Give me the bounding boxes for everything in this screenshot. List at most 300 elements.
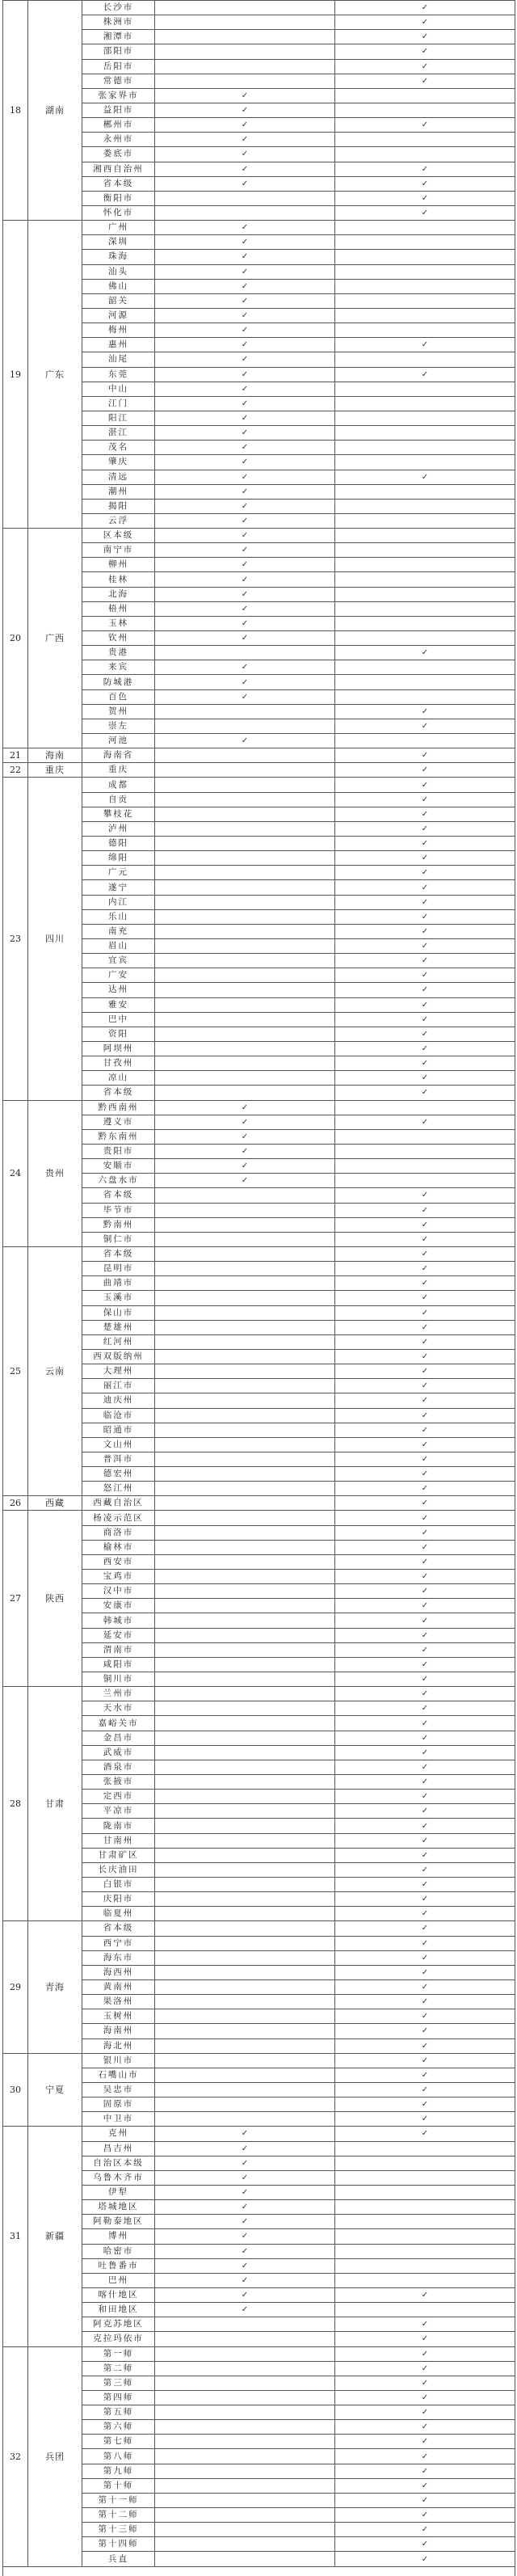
checkmark-icon: ✓ <box>421 1557 429 1566</box>
checkmark-icon: ✓ <box>421 2291 429 2300</box>
column-b-cell <box>335 2464 515 2478</box>
city-name: 云浮 <box>82 513 155 528</box>
city-name: 德宏州 <box>82 1467 155 1482</box>
column-b-cell <box>335 1979 515 1994</box>
city-name: 西宁市 <box>82 1936 155 1950</box>
city-name: 第四师 <box>82 2390 155 2405</box>
column-a-cell <box>155 807 335 821</box>
checkmark-icon: ✓ <box>421 1044 429 1054</box>
checkmark-icon: ✓ <box>421 839 429 849</box>
city-name: 韶关 <box>82 293 155 308</box>
city-name: 珠海 <box>82 250 155 264</box>
column-a-cell <box>155 1246 335 1261</box>
city-name: 红河州 <box>82 1334 155 1349</box>
column-a-cell <box>155 2258 335 2273</box>
column-b-cell <box>335 851 515 866</box>
column-b-cell <box>335 1246 515 1261</box>
column-b-cell <box>335 264 515 279</box>
column-b-cell <box>335 235 515 250</box>
column-b-cell <box>335 2332 515 2346</box>
column-b-cell <box>335 44 515 59</box>
column-b-cell <box>335 103 515 117</box>
column-b-cell <box>335 1511 515 1525</box>
checkmark-icon: ✓ <box>421 1293 429 1303</box>
checkmark-icon: ✓ <box>241 1162 249 1171</box>
checkmark-icon: ✓ <box>241 546 249 555</box>
city-name: 定西市 <box>82 1790 155 1804</box>
checkmark-icon: ✓ <box>421 1689 429 1699</box>
column-a-cell <box>155 2229 335 2244</box>
province-name: 兵团 <box>28 2346 82 2566</box>
city-name: 黔西南州 <box>82 1100 155 1115</box>
checkmark-icon: ✓ <box>421 193 429 203</box>
checkmark-icon: ✓ <box>241 296 249 306</box>
column-a-cell <box>155 1144 335 1158</box>
column-a-cell <box>155 631 335 646</box>
column-a-cell <box>155 1554 335 1569</box>
column-a-cell <box>155 59 335 74</box>
column-b-cell <box>335 1232 515 1246</box>
column-a-cell <box>155 1979 335 1994</box>
column-a-cell <box>155 2493 335 2507</box>
column-b-cell <box>335 675 515 689</box>
province-number: 29 <box>3 1921 28 2053</box>
city-name: 桂林 <box>82 572 155 587</box>
column-b-cell <box>335 763 515 778</box>
city-name: 嘉峪关市 <box>82 1716 155 1731</box>
column-b-cell <box>335 1950 515 1965</box>
checkmark-icon: ✓ <box>421 2085 429 2095</box>
checkmark-icon: ✓ <box>421 2408 429 2418</box>
city-name: 巴中 <box>82 1012 155 1027</box>
checkmark-icon: ✓ <box>421 721 429 731</box>
column-a-cell <box>155 734 335 748</box>
city-name: 第七师 <box>82 2435 155 2449</box>
city-name: 西藏自治区 <box>82 1496 155 1511</box>
city-name: 第十一师 <box>82 2493 155 2507</box>
checkmark-icon: ✓ <box>421 18 429 27</box>
column-a-cell <box>155 1701 335 1716</box>
checkmark-icon: ✓ <box>421 942 429 951</box>
city-name: 凉山 <box>82 1071 155 1086</box>
column-a-cell <box>155 455 335 470</box>
column-a-cell <box>155 1262 335 1276</box>
column-b-cell <box>335 1745 515 1760</box>
column-b-cell <box>335 1188 515 1203</box>
table-row <box>3 1687 515 1701</box>
city-name: 吐鲁番市 <box>82 2258 155 2273</box>
column-a-cell <box>155 1540 335 1554</box>
column-a-cell <box>155 1642 335 1657</box>
column-a-cell <box>155 954 335 968</box>
column-a-cell <box>155 338 335 352</box>
province-number: 27 <box>3 1511 28 1687</box>
column-a-cell <box>155 2127 335 2141</box>
city-name: 毕节市 <box>82 1203 155 1217</box>
column-b-cell <box>335 1731 515 1745</box>
city-name: 玉林 <box>82 616 155 630</box>
checkmark-icon: ✓ <box>421 2363 429 2373</box>
city-name: 内江 <box>82 895 155 909</box>
checkmark-icon: ✓ <box>421 2378 429 2388</box>
column-a-cell <box>155 851 335 866</box>
city-name: 汕尾 <box>82 352 155 367</box>
column-b-cell <box>335 2141 515 2156</box>
column-b-cell <box>335 382 515 396</box>
checkmark-icon: ✓ <box>241 120 249 130</box>
checkmark-icon: ✓ <box>421 1014 429 1024</box>
column-b-cell <box>335 2493 515 2507</box>
column-b-cell <box>335 88 515 103</box>
column-a-cell <box>155 1496 335 1511</box>
column-a-cell <box>155 1041 335 1056</box>
city-name: 揭阳 <box>82 499 155 513</box>
column-a-cell <box>155 1115 335 1129</box>
checkmark-icon: ✓ <box>421 1616 429 1625</box>
column-b-cell <box>335 543 515 558</box>
column-b-cell <box>335 323 515 338</box>
city-name: 贵港 <box>82 646 155 660</box>
column-b-cell <box>335 1657 515 1672</box>
column-a-cell <box>155 1100 335 1115</box>
column-a-cell <box>155 1775 335 1790</box>
checkmark-icon: ✓ <box>421 2114 429 2124</box>
city-name: 第八师 <box>82 2449 155 2464</box>
column-b-cell <box>335 1687 515 1701</box>
checkmark-icon: ✓ <box>421 780 429 790</box>
checkmark-icon: ✓ <box>241 1147 249 1157</box>
city-name: 长沙市 <box>82 1 155 15</box>
column-a-cell <box>155 587 335 601</box>
city-name: 南宁市 <box>82 543 155 558</box>
province-name: 四川 <box>28 778 82 1100</box>
column-b-cell <box>335 924 515 938</box>
checkmark-icon: ✓ <box>421 2070 429 2080</box>
column-a-cell <box>155 558 335 572</box>
city-name: 石嘴山市 <box>82 2068 155 2082</box>
column-a-cell <box>155 411 335 425</box>
column-b-cell <box>335 2244 515 2258</box>
column-a-cell <box>155 660 335 675</box>
checkmark-icon: ✓ <box>421 1850 429 1860</box>
city-name: 铜仁市 <box>82 1232 155 1246</box>
city-name: 哈密市 <box>82 2244 155 2258</box>
checkmark-icon: ✓ <box>421 1659 429 1669</box>
column-a-cell <box>155 1570 335 1584</box>
column-b-cell <box>335 1056 515 1071</box>
checkmark-icon: ✓ <box>421 1967 429 1977</box>
column-b-cell <box>335 2156 515 2170</box>
city-name: 楚雄州 <box>82 1320 155 1334</box>
checkmark-icon: ✓ <box>421 2026 429 2036</box>
column-b-cell <box>335 529 515 543</box>
column-a-cell <box>155 1657 335 1672</box>
column-b-cell <box>335 59 515 74</box>
column-a-cell <box>155 895 335 909</box>
city-name: 佛山 <box>82 279 155 293</box>
city-name: 第二师 <box>82 2361 155 2376</box>
checkmark-icon: ✓ <box>241 164 249 174</box>
column-b-cell <box>335 1613 515 1628</box>
checkmark-icon: ✓ <box>241 2246 249 2256</box>
checkmark-icon: ✓ <box>241 238 249 247</box>
column-a-cell <box>155 792 335 807</box>
column-a-cell <box>155 1203 335 1217</box>
city-name: 湛江 <box>82 426 155 441</box>
province-number: 19 <box>3 221 28 529</box>
city-name: 长庆油田 <box>82 1862 155 1877</box>
column-a-cell <box>155 1599 335 1613</box>
checkmark-icon: ✓ <box>421 1762 429 1772</box>
city-name: 岳阳市 <box>82 59 155 74</box>
column-b-cell <box>335 2185 515 2199</box>
checkmark-icon: ✓ <box>241 487 249 496</box>
column-b-cell <box>335 118 515 133</box>
column-b-cell <box>335 2009 515 2024</box>
city-name: 第十三师 <box>82 2523 155 2537</box>
checkmark-icon: ✓ <box>241 457 249 467</box>
checkmark-icon: ✓ <box>421 1645 429 1655</box>
province-number: 32 <box>3 2346 28 2566</box>
checkmark-icon: ✓ <box>421 1308 429 1318</box>
checkmark-icon: ✓ <box>241 281 249 291</box>
column-a-cell <box>155 1628 335 1642</box>
checkmark-icon: ✓ <box>241 589 249 599</box>
province-name: 甘肃 <box>28 1687 82 1921</box>
city-name: 绵阳 <box>82 851 155 866</box>
city-name: 韩城市 <box>82 1613 155 1628</box>
checkmark-icon: ✓ <box>421 706 429 716</box>
table-row <box>3 529 515 543</box>
city-name: 邵阳市 <box>82 44 155 59</box>
city-name: 自贡 <box>82 792 155 807</box>
province-name: 重庆 <box>28 763 82 778</box>
column-b-cell <box>335 221 515 235</box>
table-row <box>3 748 515 763</box>
column-b-cell <box>335 1540 515 1554</box>
column-b-cell <box>335 1100 515 1115</box>
city-name: 肇庆 <box>82 455 155 470</box>
checkmark-icon: ✓ <box>241 150 249 159</box>
column-b-cell <box>335 2508 515 2523</box>
column-a-cell <box>155 1804 335 1819</box>
checkmark-icon: ✓ <box>421 1865 429 1874</box>
city-name: 塔城地区 <box>82 2200 155 2215</box>
column-b-cell <box>335 279 515 293</box>
checkmark-icon: ✓ <box>421 1836 429 1845</box>
city-name: 银川市 <box>82 2053 155 2068</box>
city-name: 克州 <box>82 2127 155 2141</box>
city-name: 中山 <box>82 382 155 396</box>
checkmark-icon: ✓ <box>421 1059 429 1069</box>
checkmark-icon: ✓ <box>421 2320 429 2329</box>
column-b-cell <box>335 2317 515 2332</box>
checkmark-icon: ✓ <box>421 2511 429 2520</box>
column-a-cell <box>155 352 335 367</box>
checkmark-icon: ✓ <box>421 1352 429 1361</box>
column-b-cell <box>335 1862 515 1877</box>
column-b-cell <box>335 1174 515 1188</box>
column-b-cell <box>335 1041 515 1056</box>
column-a-cell <box>155 2405 335 2420</box>
column-b-cell <box>335 176 515 191</box>
city-name: 昌吉州 <box>82 2141 155 2156</box>
column-a-cell <box>155 2141 335 2156</box>
column-b-cell <box>335 631 515 646</box>
column-b-cell <box>335 30 515 44</box>
checkmark-icon: ✓ <box>241 1102 249 1112</box>
column-b-cell <box>335 2303 515 2317</box>
checkmark-icon: ✓ <box>421 2055 429 2065</box>
checkmark-icon: ✓ <box>421 164 429 174</box>
column-b-cell <box>335 1071 515 1086</box>
province-name: 西藏 <box>28 1496 82 1511</box>
checkmark-icon: ✓ <box>421 1704 429 1714</box>
checkmark-icon: ✓ <box>421 472 429 482</box>
column-a-cell <box>155 2478 335 2493</box>
checkmark-icon: ✓ <box>241 2203 249 2212</box>
column-a-cell <box>155 543 335 558</box>
column-a-cell <box>155 88 335 103</box>
column-b-cell <box>335 1525 515 1540</box>
column-a-cell <box>155 235 335 250</box>
checkmark-icon: ✓ <box>241 634 249 643</box>
column-b-cell <box>335 704 515 719</box>
checkmark-icon: ✓ <box>241 369 249 379</box>
column-b-cell <box>335 1642 515 1657</box>
column-a-cell <box>155 2185 335 2199</box>
column-b-cell <box>335 1262 515 1276</box>
column-b-cell <box>335 15 515 30</box>
column-b-cell <box>335 1452 515 1466</box>
column-a-cell <box>155 103 335 117</box>
checkmark-icon: ✓ <box>241 604 249 613</box>
checkmark-icon: ✓ <box>421 985 429 995</box>
city-name: 大理州 <box>82 1364 155 1379</box>
column-b-cell <box>335 1496 515 1511</box>
city-name: 海北州 <box>82 2038 155 2053</box>
city-name: 北海 <box>82 587 155 601</box>
column-b-cell <box>335 441 515 455</box>
checkmark-icon: ✓ <box>421 209 429 218</box>
province-name: 湖南 <box>28 1 82 221</box>
checkmark-icon: ✓ <box>241 414 249 423</box>
checkmark-icon: ✓ <box>421 76 429 86</box>
column-b-cell <box>335 778 515 792</box>
city-name: 武威市 <box>82 1745 155 1760</box>
column-a-cell <box>155 2552 335 2566</box>
column-a-cell <box>155 704 335 719</box>
city-name: 雅安 <box>82 997 155 1012</box>
column-a-cell <box>155 2068 335 2082</box>
city-name: 深圳 <box>82 235 155 250</box>
checkmark-icon: ✓ <box>421 1396 429 1406</box>
column-a-cell <box>155 2346 335 2361</box>
city-name: 第六师 <box>82 2420 155 2435</box>
checkmark-icon: ✓ <box>421 1191 429 1200</box>
checkmark-icon: ✓ <box>421 1748 429 1757</box>
column-a-cell <box>155 162 335 176</box>
city-name: 杨凌示范区 <box>82 1511 155 1525</box>
footer-note-cell <box>3 2566 515 2576</box>
checkmark-icon: ✓ <box>241 560 249 570</box>
checkmark-icon: ✓ <box>421 2540 429 2549</box>
table-row <box>3 1921 515 1936</box>
city-name: 迪庆州 <box>82 1393 155 1408</box>
checkmark-icon: ✓ <box>241 501 249 511</box>
column-a-cell <box>155 30 335 44</box>
table-row <box>3 1246 515 1261</box>
column-b-cell <box>335 646 515 660</box>
checkmark-icon: ✓ <box>421 2129 429 2139</box>
checkmark-icon: ✓ <box>241 326 249 335</box>
province-name: 海南 <box>28 748 82 763</box>
checkmark-icon: ✓ <box>421 1279 429 1288</box>
city-name: 乐山 <box>82 909 155 924</box>
column-a-cell <box>155 221 335 235</box>
city-name: 保山市 <box>82 1305 155 1320</box>
column-b-cell <box>335 1291 515 1305</box>
city-name: 南充 <box>82 924 155 938</box>
column-a-cell <box>155 1760 335 1774</box>
province-name: 陕西 <box>28 1511 82 1687</box>
column-a-cell <box>155 997 335 1012</box>
city-name: 资阳 <box>82 1027 155 1041</box>
city-name: 第十师 <box>82 2478 155 2493</box>
column-a-cell <box>155 118 335 133</box>
checkmark-icon: ✓ <box>421 956 429 966</box>
city-name: 中卫市 <box>82 2112 155 2127</box>
checkmark-icon: ✓ <box>421 2041 429 2051</box>
checkmark-icon: ✓ <box>421 1997 429 2007</box>
column-b-cell <box>335 2435 515 2449</box>
city-name: 常德市 <box>82 74 155 88</box>
column-b-cell <box>335 2053 515 2068</box>
city-name: 重庆 <box>82 763 155 778</box>
column-a-cell <box>155 2287 335 2302</box>
column-b-cell <box>335 2112 515 2127</box>
column-a-cell <box>155 1482 335 1496</box>
checkmark-icon: ✓ <box>421 883 429 892</box>
city-name: 河池 <box>82 734 155 748</box>
column-b-cell <box>335 2361 515 2376</box>
column-a-cell <box>155 1936 335 1950</box>
province-name: 广东 <box>28 221 82 529</box>
column-a-cell <box>155 983 335 997</box>
column-b-cell <box>335 2287 515 2302</box>
column-a-cell <box>155 1995 335 2009</box>
checkmark-icon: ✓ <box>421 2393 429 2402</box>
city-name: 怒江州 <box>82 1482 155 1496</box>
column-a-cell <box>155 866 335 880</box>
column-a-cell <box>155 147 335 162</box>
city-name: 省本级 <box>82 1921 155 1936</box>
city-name: 乌鲁木齐市 <box>82 2170 155 2185</box>
city-name: 喀什地区 <box>82 2287 155 2302</box>
column-b-cell <box>335 1159 515 1174</box>
column-a-cell <box>155 191 335 205</box>
city-name: 防城港 <box>82 675 155 689</box>
column-a-cell <box>155 308 335 323</box>
column-b-cell <box>335 2537 515 2552</box>
column-b-cell <box>335 1878 515 1892</box>
city-name: 金昌市 <box>82 1731 155 1745</box>
column-a-cell <box>155 1878 335 1892</box>
column-a-cell <box>155 2464 335 2478</box>
column-b-cell <box>335 2215 515 2229</box>
checkmark-icon: ✓ <box>421 1469 429 1479</box>
checkmark-icon: ✓ <box>421 1587 429 1596</box>
